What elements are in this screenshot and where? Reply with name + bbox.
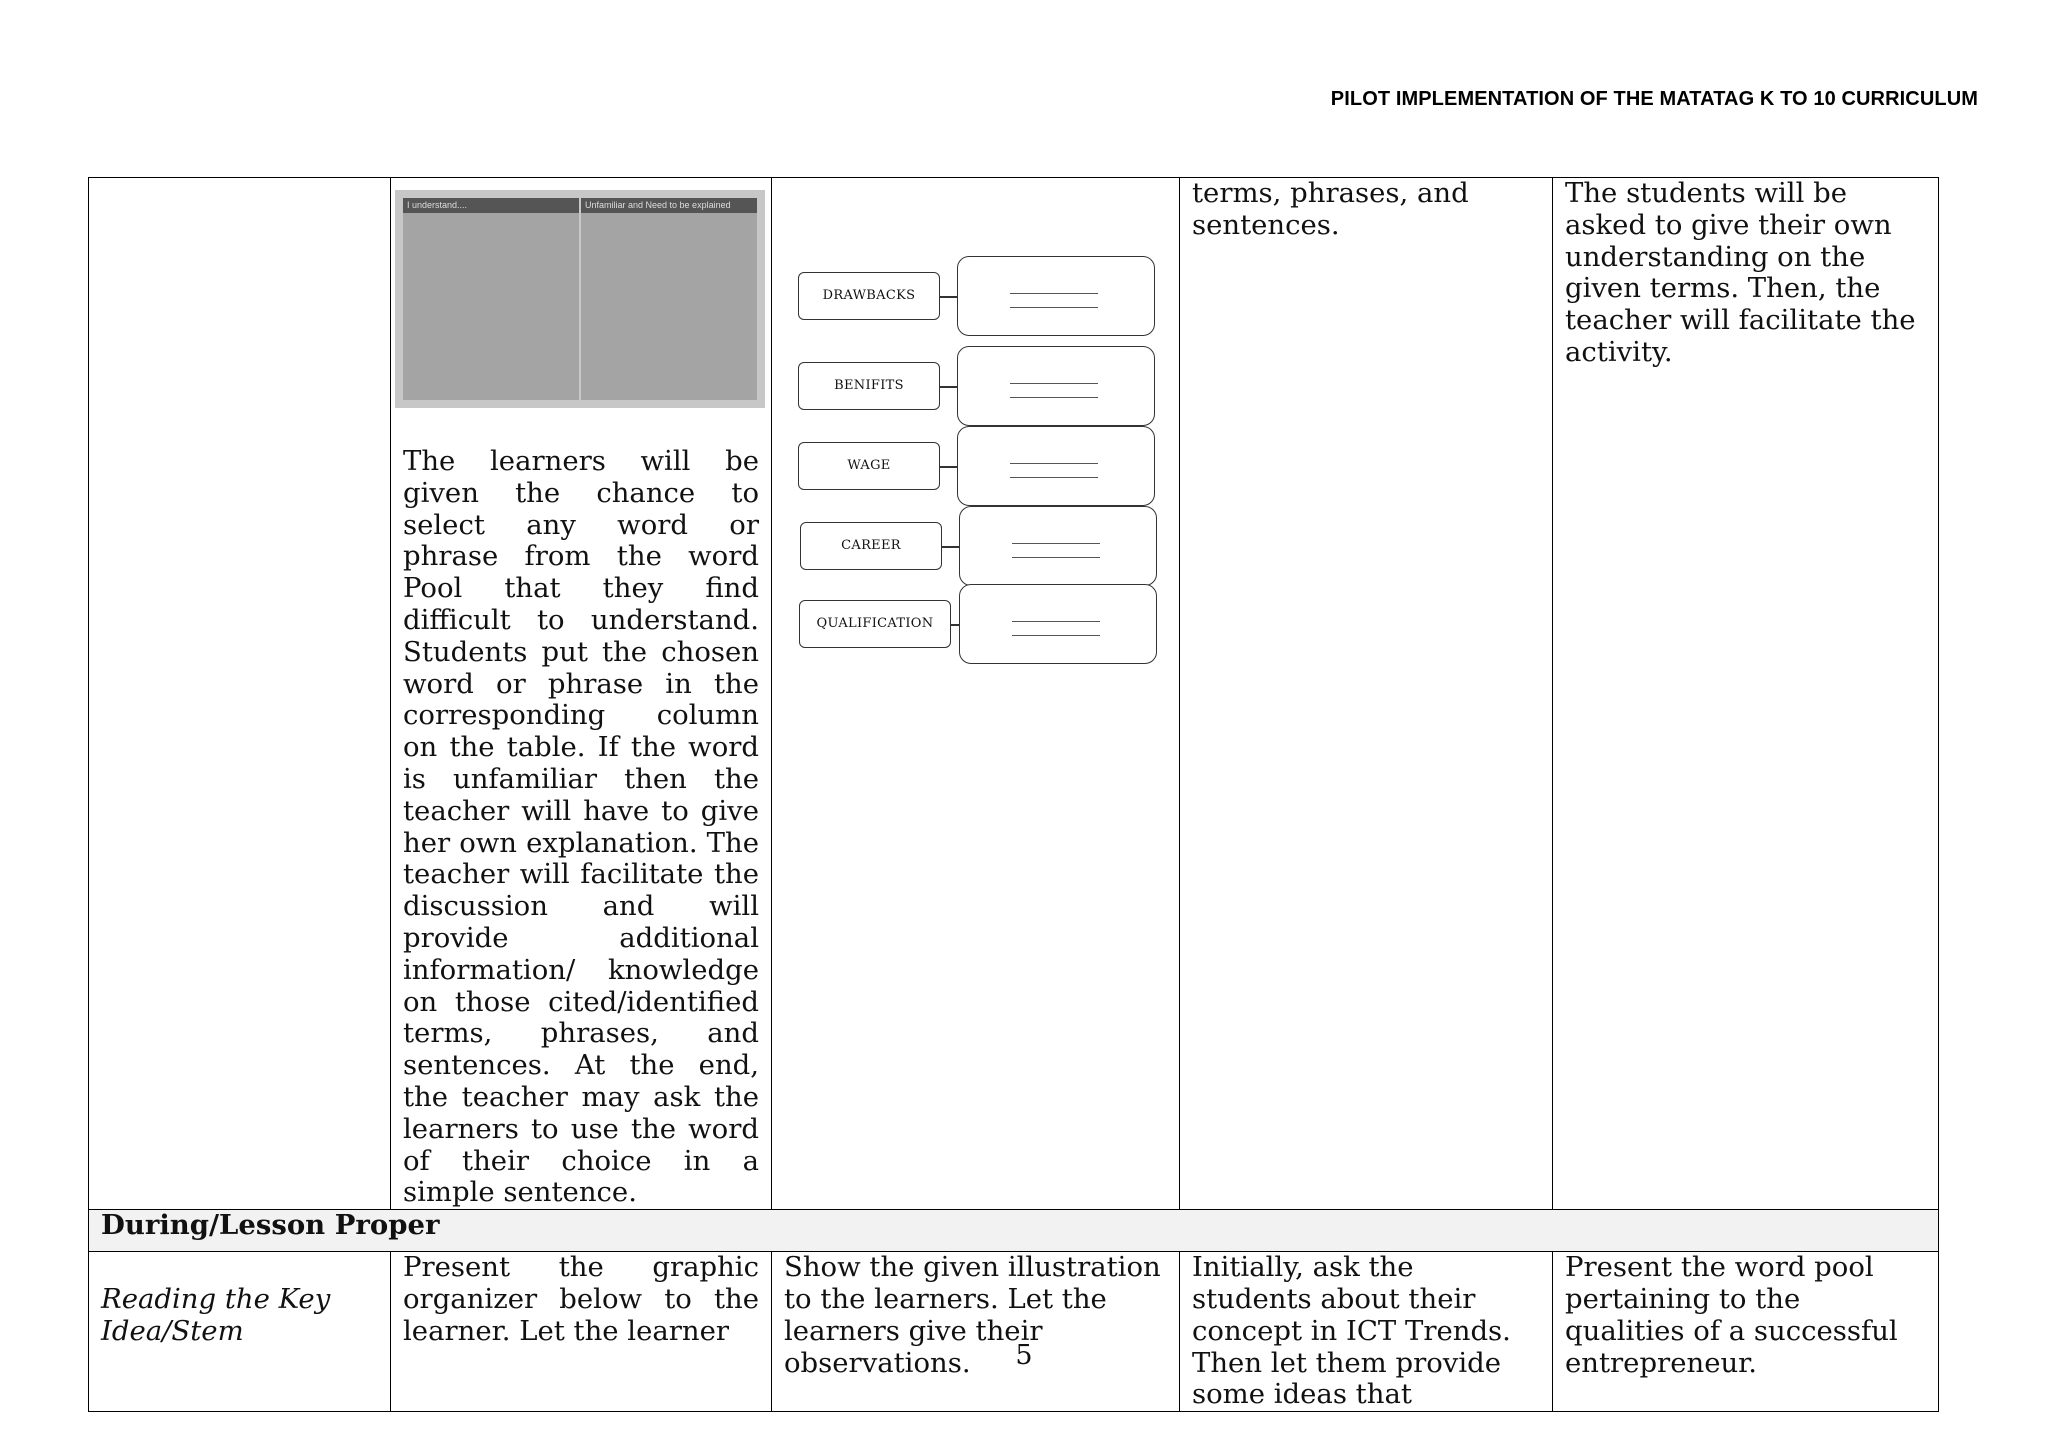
organizer-label-career: CAREER: [800, 522, 942, 570]
thumbnail-header-right: Unfamiliar and Need to be explained: [581, 198, 757, 213]
page-number: 5: [1015, 1340, 1033, 1371]
activity-description: The learners will be given the chance to select any word or phrase from the word Pool that they find difficult to understand. Students put the chosen word or phrase in the corresponding column on the table. If the word is unfamiliar then the teacher will have to give her own explanation. The teacher will facilitate the discussion and will provide additional information/ knowledge on those cited/identified terms, phrases, and sentences. At the end, the teacher may ask the learners to use the word of their choice in a simple sentence.: [403, 445, 759, 1209]
row1-col4-cell: terms, phrases, and sentences.: [1180, 178, 1553, 1210]
row1-col3-cell: [772, 178, 1180, 1210]
row3-col4-cell: Initially, ask the students about their concept in ICT Trends. Then let them provide some ideas that: [1180, 1252, 1553, 1412]
organizer-answer-box: [957, 256, 1155, 336]
organizer-answer-box: [957, 426, 1155, 506]
word-pool-table-image: [395, 190, 765, 408]
row1-col5-cell: The students will be asked to give their own understanding on the given terms. Then, the teacher will facilitate the activity.: [1553, 178, 1939, 1210]
organizer-label-drawbacks: DRAWBACKS: [798, 272, 940, 320]
table-row: [89, 1252, 1939, 1412]
organizer-label-wage: WAGE: [798, 442, 940, 490]
organizer-answer-box: [957, 346, 1155, 426]
lesson-plan-table: [88, 177, 1939, 1412]
organizer-answer-box: [959, 506, 1157, 586]
row3-col3-cell: Show the given illustration to the learners. Let the learners give their observations.: [772, 1252, 1180, 1412]
organizer-row: [798, 272, 1178, 352]
organizer-answer-box: [959, 584, 1157, 664]
graphic-organizer: [798, 228, 1167, 648]
document-header: PILOT IMPLEMENTATION OF THE MATATAG K TO 10 CURRICULUM: [1330, 88, 1978, 110]
row1-col2-cell: [391, 178, 772, 1210]
row1-col1-cell: [89, 178, 391, 1210]
organizer-label-benifits: BENIFITS: [798, 362, 940, 410]
table-row: [89, 178, 1939, 1210]
row3-col2-cell: Present the graphic organizer below to the learner. Let the learner: [391, 1252, 772, 1412]
section-heading: During/Lesson Proper: [89, 1210, 1939, 1252]
section-heading-row: [89, 1210, 1939, 1252]
organizer-row: [798, 600, 1178, 680]
thumbnail-header-left: I understand....: [403, 198, 579, 213]
row3-col1-cell: Reading the Key Idea/Stem: [89, 1252, 391, 1412]
organizer-label-qualification: QUALIFICATION: [799, 600, 951, 648]
row3-col5-cell: Present the word pool pertaining to the qualities of a successful entrepreneur.: [1553, 1252, 1939, 1412]
